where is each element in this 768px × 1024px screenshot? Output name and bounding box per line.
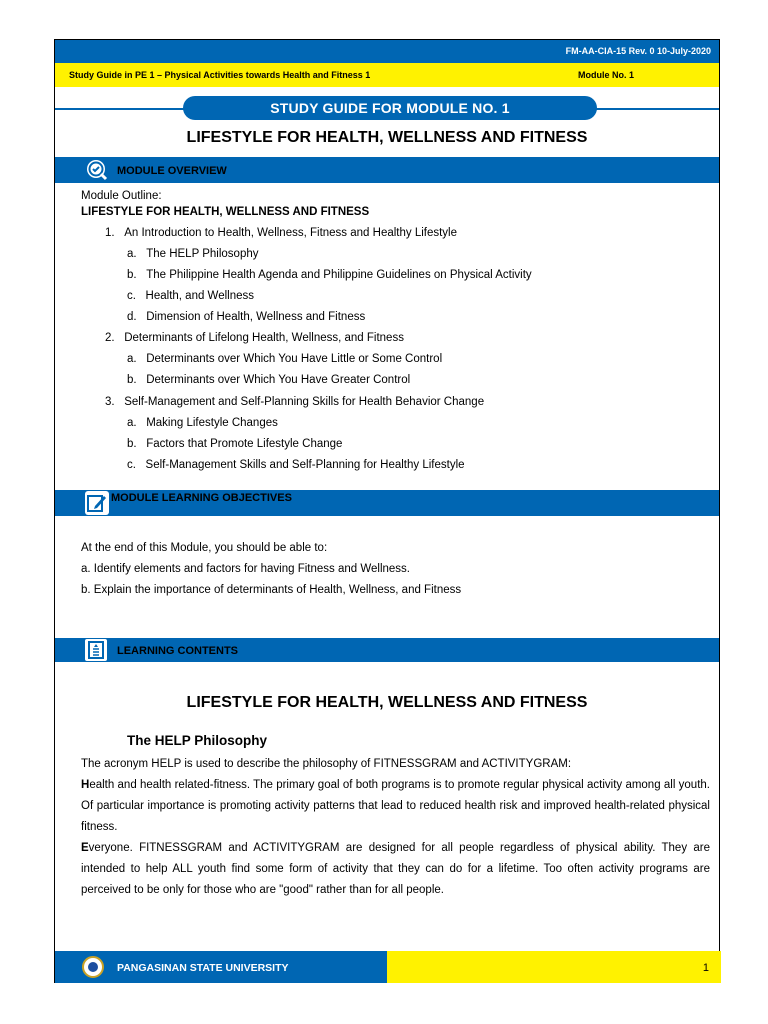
objective-item: b. Explain the importance of determinants of Health, Wellness, and Fitness	[81, 584, 462, 596]
outline-subitem: b. Determinants over Which You Have Greater Control	[127, 374, 411, 386]
module-overview-bar	[55, 157, 719, 183]
page-number: 1	[702, 962, 709, 974]
outline-subitem: a. The HELP Philosophy	[127, 248, 259, 260]
outline-subitem: d. Dimension of Health, Wellness and Fitness	[127, 311, 366, 323]
university-seal-icon	[82, 956, 104, 978]
outline-subitem: a. Making Lifestyle Changes	[127, 417, 278, 429]
objective-item: a. Identify elements and factors for having Fitness and Wellness.	[81, 563, 410, 575]
outline-subitem: b. Factors that Promote Lifestyle Change	[127, 438, 343, 450]
edit-pencil-icon	[85, 491, 109, 515]
university-name: PANGASINAN STATE UNIVERSITY	[117, 962, 289, 974]
magnifier-check-icon	[85, 158, 109, 182]
document-list-icon	[85, 639, 107, 661]
document-title: LIFESTYLE FOR HEALTH, WELLNESS AND FITNESS	[186, 129, 588, 146]
outline-item: 3. Self-Management and Self-Planning Skills for Health Behavior Change	[105, 396, 485, 408]
learning-contents-bar	[55, 638, 719, 662]
study-guide-banner: STUDY GUIDE FOR MODULE NO. 1	[183, 96, 597, 120]
outline-subitem: b. The Philippine Health Agenda and Philippine Guidelines on Physical Activity	[127, 269, 532, 281]
outline-item: 2. Determinants of Lifelong Health, Wellness, and Fitness	[105, 332, 404, 344]
form-code: FM-AA-CIA-15 Rev. 0 10-July-2020	[565, 46, 711, 56]
form-code-bar	[55, 40, 719, 63]
help-intro: The acronym HELP is used to describe the philosophy of FITNESSGRAM and ACTIVITYGRAM:	[81, 758, 572, 770]
footer-page-bar	[387, 951, 721, 983]
outline-subitem: c. Self-Management Skills and Self-Planning for Healthy Lifestyle	[127, 459, 465, 471]
module-overview-label: MODULE OVERVIEW	[117, 165, 227, 177]
outline-label: Module Outline:	[81, 190, 162, 202]
help-paragraph-everyone: Everyone. FITNESSGRAM and ACTIVITYGRAM are designed for all people regardless of physical ability. They are intended to help ALL youth find some form of activity that they can do for a lifetime. Too often activity programs are perceived to be only for those who are "good" rather than for all people.	[81, 842, 710, 896]
guide-title: Study Guide in PE 1 – Physical Activities towards Health and Fitness 1	[69, 70, 371, 80]
outline-item: 1. An Introduction to Health, Wellness, Fitness and Healthy Lifestyle	[105, 227, 458, 239]
learning-objectives-label: MODULE LEARNING OBJECTIVES	[111, 492, 292, 504]
footer-university-bar	[55, 951, 387, 983]
contents-title: LIFESTYLE FOR HEALTH, WELLNESS AND FITNESS	[186, 694, 588, 711]
objectives-intro: At the end of this Module, you should be able to:	[81, 542, 328, 554]
learning-objectives-bar	[55, 490, 719, 516]
module-number: Module No. 1	[578, 70, 634, 80]
outline-subitem: c. Health, and Wellness	[127, 290, 255, 302]
outline-subitem: a. Determinants over Which You Have Little or Some Control	[127, 353, 443, 365]
help-philosophy-heading: The HELP Philosophy	[127, 733, 268, 748]
learning-contents-label: LEARNING CONTENTS	[117, 645, 238, 657]
help-paragraph-health: Health and health related-fitness. The primary goal of both programs is to promote regular physical activity among all youth. Of particular importance is promoting activity patterns that lead to reduced health risk and improved health-related physical fitness.	[81, 779, 710, 833]
outline-title: LIFESTYLE FOR HEALTH, WELLNESS AND FITNESS	[81, 206, 370, 218]
guide-title-bar	[55, 63, 719, 87]
study-guide-page	[54, 39, 720, 983]
